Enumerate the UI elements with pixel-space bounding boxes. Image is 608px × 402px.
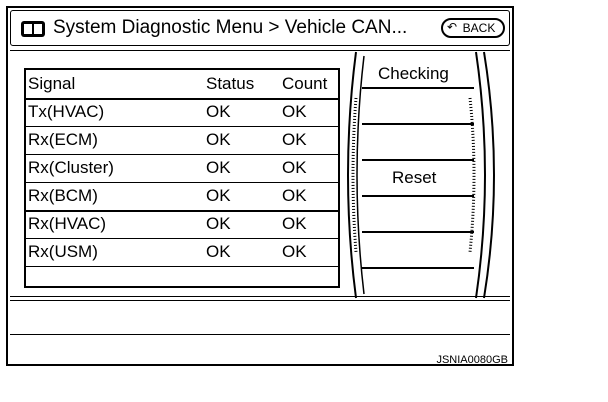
figure-code: JSNIA0080GB: [436, 354, 508, 366]
page-title: System Diagnostic Menu > Vehicle CAN...: [53, 17, 408, 38]
signal-count: OK: [282, 130, 307, 149]
row-rule: [26, 238, 338, 239]
signal-status: OK: [206, 102, 231, 121]
signal-name: Rx(HVAC): [28, 214, 107, 233]
command-panel: [342, 50, 508, 300]
row-rule: [26, 126, 338, 127]
signal-status: OK: [206, 130, 231, 149]
signal-name: Rx(Cluster): [28, 158, 114, 177]
signal-count: OK: [282, 158, 307, 177]
title-bar: [10, 10, 510, 46]
signal-name: Rx(ECM): [28, 130, 98, 149]
row-rule: [26, 266, 338, 267]
table-row: [26, 128, 338, 154]
signal-status: OK: [206, 158, 231, 177]
column-header-signal: Signal: [28, 74, 76, 93]
checking-label: Checking: [378, 64, 449, 83]
signal-count: OK: [282, 102, 307, 121]
signal-name: Tx(HVAC): [28, 102, 105, 121]
status-divider-top: [10, 296, 510, 297]
menu-icon[interactable]: [21, 21, 45, 37]
back-button[interactable]: [441, 18, 505, 38]
row-rule: [26, 182, 338, 183]
table-header-row: [26, 72, 338, 98]
back-arrow-icon: ↶: [447, 20, 458, 34]
reset-button[interactable]: Reset: [392, 168, 437, 187]
status-area: [10, 304, 510, 334]
signal-table: [24, 68, 340, 288]
status-divider-bottom: [10, 300, 510, 301]
footer-divider: [10, 334, 510, 335]
table-row: [26, 184, 338, 210]
table-row: [26, 212, 338, 238]
signal-status: OK: [206, 242, 231, 261]
signal-count: OK: [282, 186, 307, 205]
column-header-status: Status: [206, 74, 255, 93]
signal-name: Rx(USM): [28, 242, 98, 261]
signal-status: OK: [206, 186, 231, 205]
signal-count: OK: [282, 214, 307, 233]
row-rule: [26, 154, 338, 155]
table-row: [26, 240, 338, 266]
signal-status: OK: [206, 214, 231, 233]
signal-name: Rx(BCM): [28, 186, 98, 205]
column-header-count: Count: [282, 74, 328, 93]
table-row: [26, 100, 338, 126]
diagnostic-screen: [6, 6, 514, 366]
table-row: [26, 156, 338, 182]
signal-count: OK: [282, 242, 307, 261]
back-label: BACK: [462, 21, 496, 35]
